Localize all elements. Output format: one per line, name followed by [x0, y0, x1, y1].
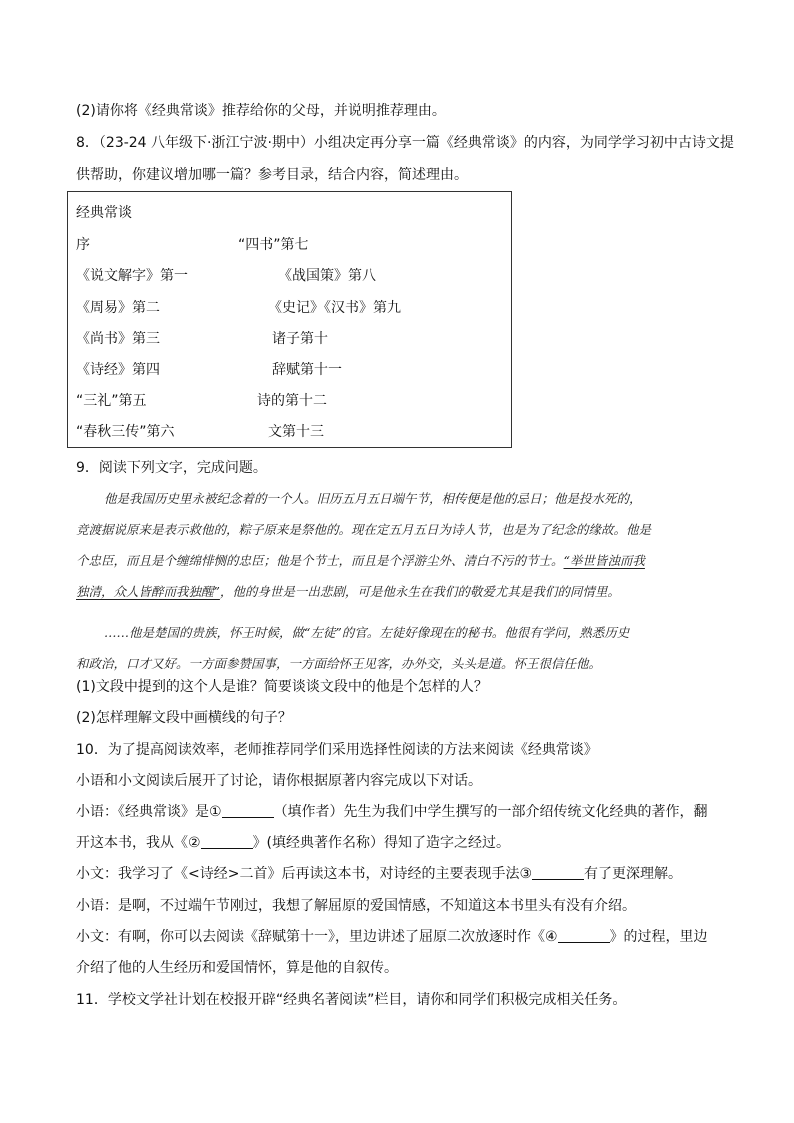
question-8-line-1: 8．（23-24 八年级下·浙江宁波·期中）小组决定再分享一篇《经典常谈》的内容，为同学学习初中古诗文提	[76, 135, 734, 151]
underlined-quote: 独清，众人皆醉而我独醒”	[76, 584, 220, 599]
dialogue-line: 介绍了他的人生经历和爱国情怀，算是他的自叙传。	[76, 960, 398, 976]
toc-item: 诗的第十二	[257, 393, 327, 409]
question-10-line-2: 小语和小文阅读后展开了讨论，请你根据原著内容完成以下对话。	[76, 773, 482, 789]
toc-item: 《战国策》第八	[278, 268, 376, 284]
question-8-line-2: 供帮助，你建议增加哪一篇？参考目录，结合内容，简述理由。	[76, 167, 468, 183]
passage-text: 个忠臣，而且是个缠绵悱恻的忠臣；他是个节士，而且是个浮游尘外、清白不污的节士。	[76, 553, 564, 568]
dialogue-text: 》的过程，里边	[609, 929, 708, 945]
toc-item: 《尚书》第三	[76, 331, 160, 347]
passage-line: 竞渡据说原来是表示救他的，粽子原来是祭他的。现在定五月五日为诗人节，也是为了纪念的缘故。他是	[76, 522, 652, 537]
toc-item: 序	[76, 237, 90, 253]
passage-line: 和政治，口才又好。一方面参赞国事，一方面给怀王见客，办外交，头头是道。怀王很信任他。	[76, 656, 602, 671]
dialogue-text: 有了更深理解。	[584, 866, 683, 882]
answer-blank-4[interactable]	[558, 928, 610, 943]
dialogue-text: 小文：我学习了《<诗经>二首》后再读这本书，对诗经的主要表现手法③	[76, 866, 533, 882]
table-of-contents-box	[67, 191, 512, 448]
question-9-sub-2: (2)怎样理解文段中画横线的句子？	[76, 710, 292, 726]
toc-item: 《说文解字》第一	[76, 268, 188, 284]
dialogue-line	[76, 864, 682, 884]
underlined-quote: “举世皆浊而我	[563, 553, 645, 568]
reading-passage	[76, 483, 720, 679]
answer-blank-1[interactable]	[222, 803, 274, 818]
dialogue-line: 小语：是啊，不过端午节刚过，我想了解屈原的爱国情感，不知道这本书里头有没有介绍。	[76, 898, 636, 914]
dialogue-text: 开这本书，我从《②	[76, 835, 201, 851]
passage-line	[76, 545, 720, 576]
question-7-part-2: (2)请你将《经典常谈》推荐给你的父母，并说明推荐理由。	[76, 103, 446, 119]
dialogue-text: 》(填经典著作名称）得知了造字之经过。	[252, 835, 511, 851]
dialogue-line	[76, 833, 510, 853]
passage-text: ，他的身世是一出悲剧，可是他永生在我们的敬爱尤其是我们的同情里。	[219, 584, 620, 599]
dialogue-line	[76, 802, 708, 822]
question-9-title: 9．阅读下列文字，完成问题。	[76, 460, 267, 476]
question-9-sub-1: (1)文段中提到的这个人是谁？简要谈谈文段中的他是个怎样的人？	[76, 679, 488, 695]
dialogue-text: （填作者）先生为我们中学生撰写的一部介绍传统文化经典的著作，翻	[273, 804, 708, 820]
passage-line: ……他是楚国的贵族，怀王时候，做“左徒”的官。左徒好像现在的秘书。他很有学问，熟悉历史	[104, 625, 630, 640]
toc-item: 《周易》第二	[76, 300, 160, 316]
dialogue-text: 小语：《经典常谈》是①	[76, 804, 222, 820]
answer-blank-2[interactable]	[201, 834, 253, 849]
toc-item: “四书”第七	[238, 237, 309, 253]
passage-line	[76, 576, 720, 607]
toc-item: “三礼”第五	[76, 393, 147, 409]
answer-blank-3[interactable]	[532, 865, 584, 880]
toc-item: 诸子第十	[272, 331, 328, 347]
dialogue-line	[76, 927, 708, 947]
toc-item: 《史记》《汉书》第九	[268, 300, 401, 316]
passage-line: 他是我国历史里永被纪念着的一个人。旧历五月五日端午节，相传便是他的忌日；他是投水死的，	[104, 491, 642, 506]
toc-item: 《诗经》第四	[76, 362, 160, 378]
question-11: 11．学校文学社计划在校报开辟“经典名著阅读”栏目，请你和同学们积极完成相关任务。	[76, 992, 627, 1008]
dialogue-text: 小文：有啊，你可以去阅读《辞赋第十一》，里边讲述了屈原二次放逐时作《④	[76, 929, 558, 945]
toc-item: “春秋三传”第六	[76, 424, 175, 440]
toc-title: 经典常谈	[76, 205, 132, 221]
toc-item: 文第十三	[268, 424, 324, 440]
question-10-line-1: 10．为了提高阅读效率，老师推荐同学们采用选择性阅读的方法来阅读《经典常谈》	[76, 742, 598, 758]
toc-item: 辞赋第十一	[272, 362, 342, 378]
